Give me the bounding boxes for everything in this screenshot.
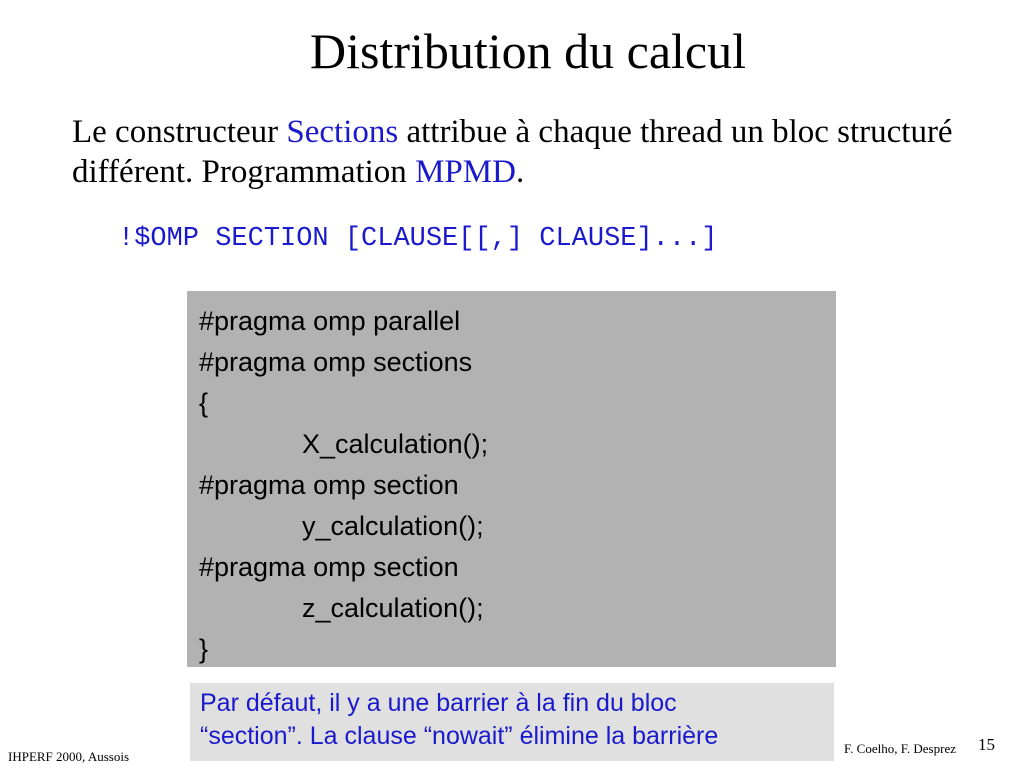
code-block — [187, 291, 836, 667]
code-line: } — [199, 634, 209, 664]
note-box — [190, 683, 834, 761]
footer-authors: F. Coelho, F. Desprez — [843, 741, 956, 756]
slide-title: Distribution du calcul — [309, 23, 747, 79]
intro-text-3: . — [515, 154, 525, 190]
code-line: #pragma omp parallel — [199, 306, 461, 336]
footer-event: IHPERF 2000, Aussois — [8, 749, 129, 764]
page-number: 15 — [978, 735, 995, 754]
code-line: y_calculation(); — [302, 511, 484, 541]
intro-text-2: attribue à chaque thread un bloc structuré différent. Programmation — [72, 114, 953, 190]
sections-keyword: Sections — [286, 114, 399, 150]
code-line: { — [199, 388, 209, 418]
omp-section-syntax: !$OMP SECTION [CLAUSE[[,] CLAUSE]...] — [118, 224, 718, 254]
code-line: #pragma omp section — [199, 552, 459, 582]
intro-text-1: Le constructeur — [72, 114, 287, 150]
code-line: z_calculation(); — [302, 593, 484, 623]
note-line-2: “section”. La clause “nowait” élimine la barrière — [200, 722, 719, 750]
code-line: #pragma omp sections — [199, 347, 473, 377]
code-line: X_calculation(); — [302, 429, 489, 459]
note-line-1: Par défaut, il y a une barrier à la fin du bloc — [200, 689, 677, 717]
intro-paragraph — [72, 112, 972, 192]
mpmd-keyword: MPMD — [415, 154, 516, 190]
code-line: #pragma omp section — [199, 470, 459, 500]
